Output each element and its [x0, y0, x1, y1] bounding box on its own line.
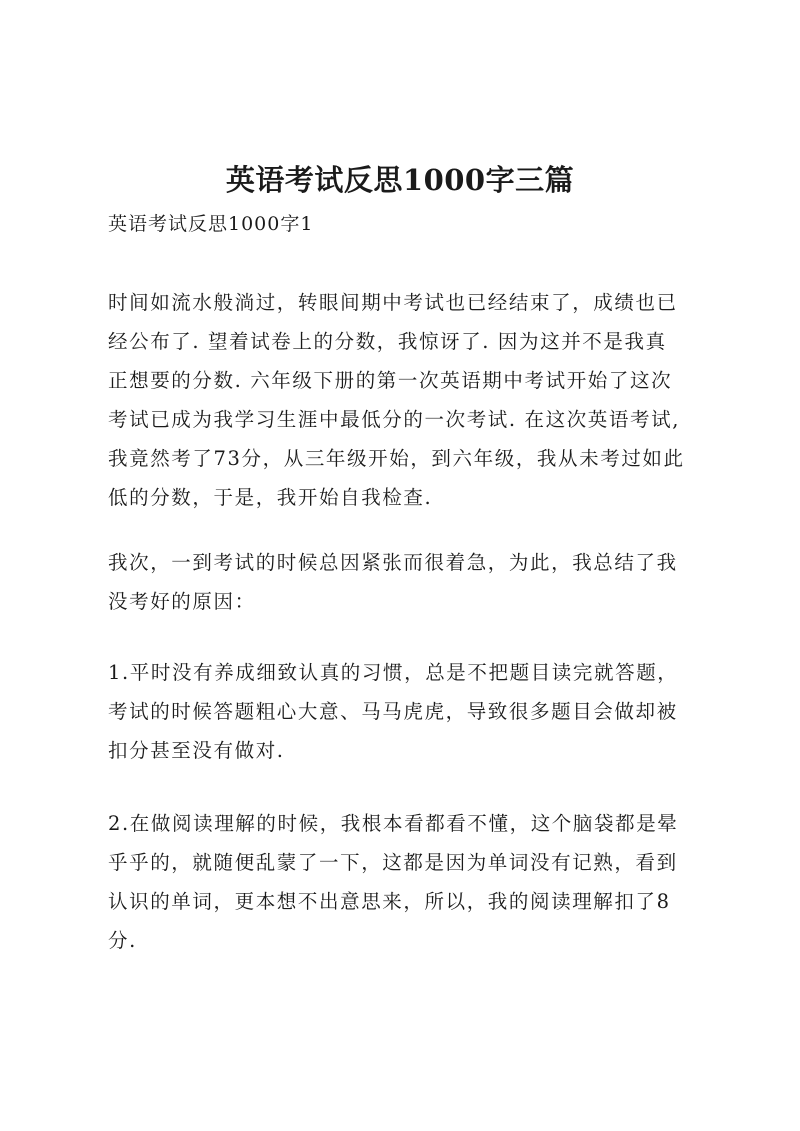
paragraph-3: [108, 653, 698, 770]
paragraph-line: 乎乎的，就随便乱蒙了一下，这都是因为单词没有记熟，看到: [108, 851, 678, 874]
paragraph-line: 我竟然考了73分，从三年级开始，到六年级，我从未考过如此: [108, 447, 685, 470]
paragraph-line: 2.在做阅读理解的时候，我根本看都看不懂，这个脑袋都是晕: [108, 812, 679, 835]
document-subtitle: 英语考试反思1000字1: [108, 213, 314, 235]
paragraph-line: 考试的时候答题粗心大意、马马虎虎，导致很多题目会做却被: [108, 700, 678, 723]
paragraph-line: 1.平时没有养成细致认真的习惯，总是不把题目读完就答题，: [108, 661, 679, 684]
paragraph-line: 正想要的分数. 六年级下册的第一次英语期中考试开始了这次: [108, 369, 673, 392]
paragraph-line: 没考好的原因：: [108, 590, 256, 613]
paragraph-line: 我次，一到考试的时候总因紧张而很着急，为此，我总结了我: [108, 551, 678, 574]
paragraph-line: 经公布了. 望着试卷上的分数，我惊讶了. 因为这并不是我真: [108, 330, 667, 353]
paragraph-2: [108, 543, 698, 621]
document-title: 英语考试反思1000字三篇: [225, 163, 575, 197]
paragraph-1: [108, 283, 698, 517]
paragraph-line: 低的分数，于是，我开始自我检查.: [108, 486, 433, 509]
paragraph-line: 分.: [108, 929, 137, 952]
paragraph-line: 考试已成为我学习生涯中最低分的一次考试. 在这次英语考试,: [108, 408, 680, 431]
paragraph-line: 时间如流水般淌过，转眼间期中考试也已经结束了，成绩也已: [108, 291, 678, 314]
paragraph-line: 扣分甚至没有做对.: [108, 739, 285, 762]
paragraph-line: 认识的单词，更本想不出意思来，所以，我的阅读理解扣了8: [108, 890, 671, 913]
paragraph-4: [108, 804, 698, 960]
